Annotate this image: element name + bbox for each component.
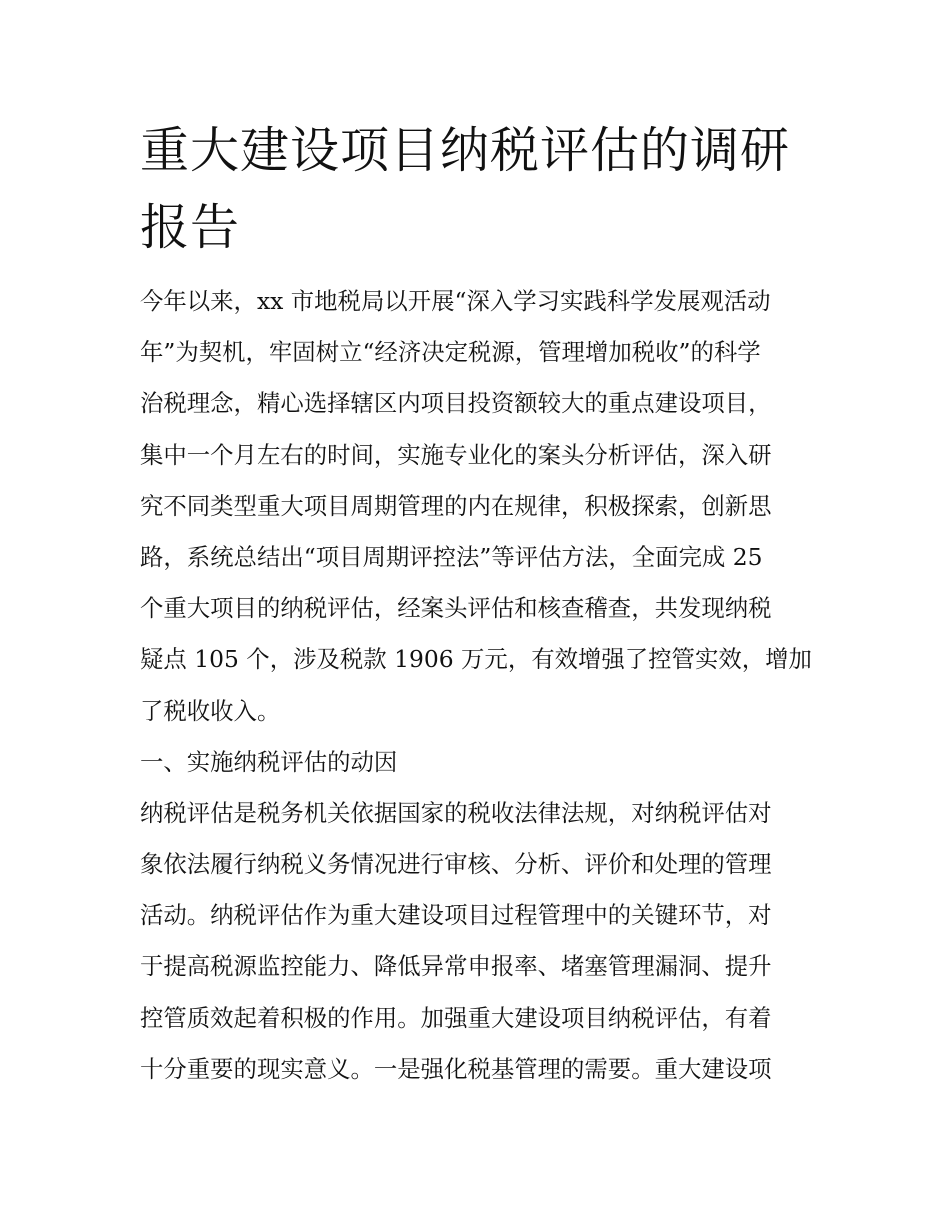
body-line: 个重大项目的纳税评估，经案头评估和核查稽查，共发现纳税 [140,594,772,623]
body-line: 纳税评估是税务机关依据国家的税收法律法规，对纳税评估对 [140,798,772,827]
body-line: 十分重要的现实意义。一是强化税基管理的需要。重大建设项 [140,1054,772,1083]
body-line: 活动。纳税评估作为重大建设项目过程管理中的关键环节，对 [140,901,772,930]
body-line: 疑点 105 个，涉及税款 1906 万元，有效增强了控管实效，增加 [140,645,812,674]
section-heading: 一、实施纳税评估的动因 [140,747,398,776]
body-line: 了税收收入。 [140,696,281,725]
body-line: 于提高税源监控能力、降低异常申报率、堵塞管理漏洞、提升 [140,952,772,981]
document-body [140,276,820,1095]
body-line: 控管质效起着积极的作用。加强重大建设项目纳税评估，有着 [140,1003,772,1032]
body-line: 治税理念，精心选择辖区内项目投资额较大的重点建设项目， [140,389,772,418]
body-line: 今年以来，xx 市地税局以开展“深入学习实践科学发展观活动 [140,287,771,315]
body-line: 究不同类型重大项目周期管理的内在规律，积极探索，创新思 [140,491,772,520]
body-line: 集中一个月左右的时间，实施专业化的案头分析评估，深入研 [140,440,772,469]
document-title: 重大建设项目纳税评估的调研 报告 [140,122,791,256]
body-line: 象依法履行纳税义务情况进行审核、分析、评价和处理的管理 [140,850,772,879]
body-line: 年”为契机，牢固树立“经济决定税源，管理增加税收”的科学 [140,338,761,367]
body-line: 路，系统总结出“项目周期评控法”等评估方法，全面完成 25 [140,542,763,571]
